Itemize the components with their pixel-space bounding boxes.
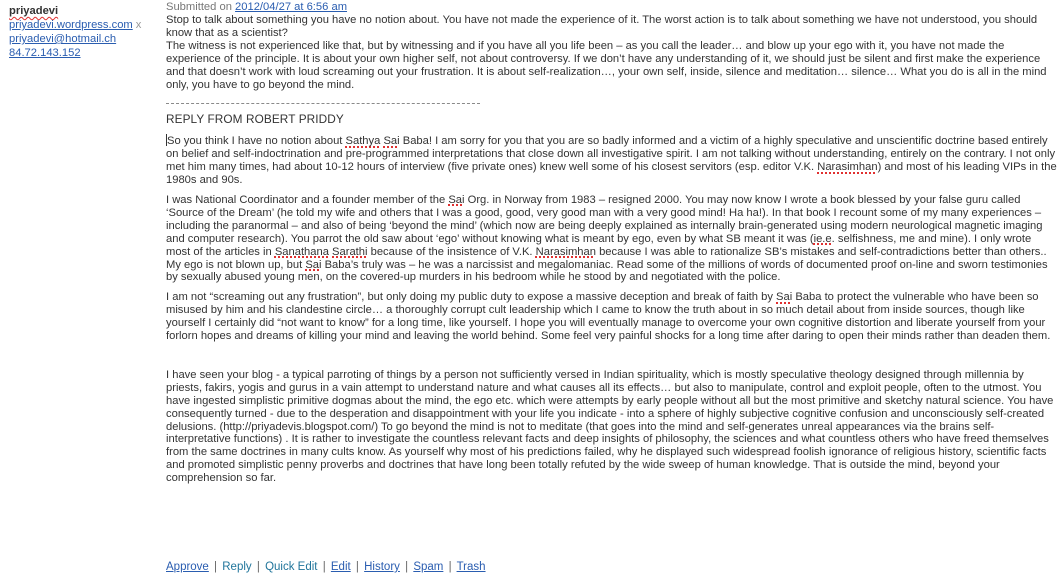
spam-link[interactable]: Spam	[413, 561, 444, 573]
misspelled-word: Narasimhan	[817, 161, 878, 174]
comment-paragraph: The witness is not experienced like that, but by witnessing and if you have all you life been – as you call the leader… and blow up your ego with it, you have not made the experience of the principle. It is about your own higher self, not about controversy. If we don’t have any understanding of it, we should just be silent and first make the experience and that doesn’t work with loud screaming out your frustration. It is about self-realization…, your own self, inside, silence and meditation… silence… What you do is all in the mind only, you have to go beyond the mind.	[166, 39, 1047, 91]
comment-content	[166, 1, 1058, 485]
text: Baba’s truly was – he was a narcissist and megalomaniac. Read some of the millions of words of documented proof on-line and sworn testimonies by sexually abused young men, on the covered-up murders in his bedroom while he stood by and negotiated with the police.	[166, 258, 1048, 284]
misspelled-word: Sathya	[345, 135, 381, 148]
reply-link[interactable]: Reply	[222, 561, 252, 573]
misspelled-word: Sarathi	[332, 245, 368, 258]
action-separator: |	[256, 561, 260, 573]
text: because I was able to rationalize SB’s mistakes and self-contradictions better than others.. My ego is not blown up, but	[166, 245, 1047, 271]
text: Org. in Norway from 1983 – resigned 2000. You may now know I wrote a book blessed by your false guru called ‘Source of the Dream’ (he told my wife and others that I was a good, good, very good man with a very good mind! Ha ha!). In that book I recount some of my many experiences – including the paranormal – and also of being ‘beyond the mind’ (which now are being deeply explained as internally brain-generated using modern neurological magnetic imaging and computer research). You parrot the old saw about ‘ego’ without knowing what is meant by ego, even by what SB meant it was (	[166, 193, 1043, 245]
reply-paragraph-1[interactable]	[166, 134, 1058, 187]
text: Baba to protect the vulnerable who have been so misused by him and his clandestine circle… a thoroughly corrupt cult leadership which I came to know the truth about in so much detail about from inside sources, though like yourself I certainly did “not want to know” for a long time, like yourself. I hope you will eventually manage to overcome your own cognitive distortion and liberate yourself from your forlorn hopes and dreams of killing your mind and leaving the world behind. Some feel very painful shocks for a long time after daring to open their minds rather than deaden them.	[166, 291, 1051, 343]
misspelled-word: Narasimhan	[535, 245, 596, 258]
misspelled-word: Sai	[448, 193, 465, 206]
misspelled-word: Sai	[776, 291, 793, 304]
action-separator: |	[355, 561, 359, 573]
misspelled-word: ie.e	[813, 232, 832, 245]
trash-link[interactable]: Trash	[456, 561, 486, 573]
submitted-on	[166, 1, 1058, 14]
history-link[interactable]: History	[364, 561, 400, 573]
reply-paragraph-4[interactable]: I have seen your blog - a typical parroting of things by a person not sufficiently versed in Indian spirituality, which is mostly speculative theology designed through millennia by priests, fakirs, yogis and gurus in a vain attempt to understand nature and what causes all its effects… but also to manipulate, control and exploit people, often to the utmost. You have ingested simplistic primitive dogmas about the mind, the ego etc. which were attempts by early people without all but the most primitive and sketchy natural science. You have consequently turned - due to the desperation and disappointment with your life you indicate - into a sphere of highly subjective cognitive confusion and unconsciously self-created delusions. (http://priyadevis.blogspot.com/) To go beyond the mind is not to meditate (that goes into the mind and self-generates unreal appearances via the brains self-interpretative functions) . It is rather to investigate the countless relevant facts and deep insights of philosophy, the sciences and what countless others who have freed themselves from the same doctrines in many cults know. As yourself why most of his predictions failed, why he displayed such widespread foolish ignorance of religious history, scientific facts and promoted simplistic penny proverbs and doctrines that have long been totally refuted by the wide sweep of human knowledge. That is outside the mind, beyond your comprehension so far.	[166, 368, 1054, 485]
text: Baba! I am sorry for you that you are so badly informed and a victim of a highly speculative and unscientific doctrine based entirely on belief and self-indoctrination and pre-programmed interpretations that close down all investigative spirit. I am not talking without understanding, entirely on the contrary. I not only met him many times, had about 10-12 hours of interview (five private ones) knew well some of his closest servitors (esp. editor V.K.	[166, 135, 1056, 174]
approve-link[interactable]: Approve	[166, 561, 209, 573]
comment-row-actions	[166, 561, 486, 573]
misspelled-word: Sai	[383, 135, 400, 148]
action-separator: |	[214, 561, 218, 573]
text: I was National Coordinator and a founder member of the	[166, 193, 449, 206]
separator-line	[166, 103, 480, 104]
text: I am not “screaming out any frustration”, but only doing my public duty to expose a massive deception and break of faith by	[166, 291, 777, 304]
remove-url-button[interactable]: x	[135, 19, 142, 31]
edit-link[interactable]: Edit	[330, 561, 351, 573]
text: ) and most of his leading VIPs in the 1980s and 90s.	[166, 161, 1057, 187]
action-separator: |	[405, 561, 409, 573]
comment-author-column	[9, 4, 159, 60]
author-ip-link[interactable]: 84.72.143.152	[9, 47, 81, 59]
reply-paragraph-3[interactable]	[166, 291, 1058, 343]
text: because of the insistence of V.K.	[367, 245, 536, 258]
misspelled-word: Sanathana	[274, 245, 329, 258]
comment-paragraph: Stop to talk about something you have no notion about. You have not made the experience of it. The worst action is to talk about something we have not understood, you should know that as a scientist?	[166, 14, 1038, 39]
reply-heading: REPLY FROM ROBERT PRIDDY	[166, 112, 344, 127]
submitted-label: Submitted on	[166, 1, 232, 13]
action-separator: |	[448, 561, 452, 573]
author-website-link[interactable]: priyadevi.wordpress.com	[9, 19, 133, 31]
text: So you think I have no notion about	[167, 135, 346, 148]
author-name: priyadevi	[9, 5, 59, 17]
comment-permalink[interactable]: 2012/04/27 at 6:56 am	[235, 1, 348, 13]
action-separator: |	[322, 561, 326, 573]
misspelled-word: Sai	[305, 258, 322, 271]
author-email-link[interactable]: priyadevi@hotmail.ch	[9, 33, 117, 45]
reply-paragraph-2[interactable]	[166, 194, 1058, 284]
quick-edit-link[interactable]: Quick Edit	[265, 561, 318, 573]
text: . selfishness, me and mine). I only wrote most of the articles in	[166, 232, 1032, 258]
